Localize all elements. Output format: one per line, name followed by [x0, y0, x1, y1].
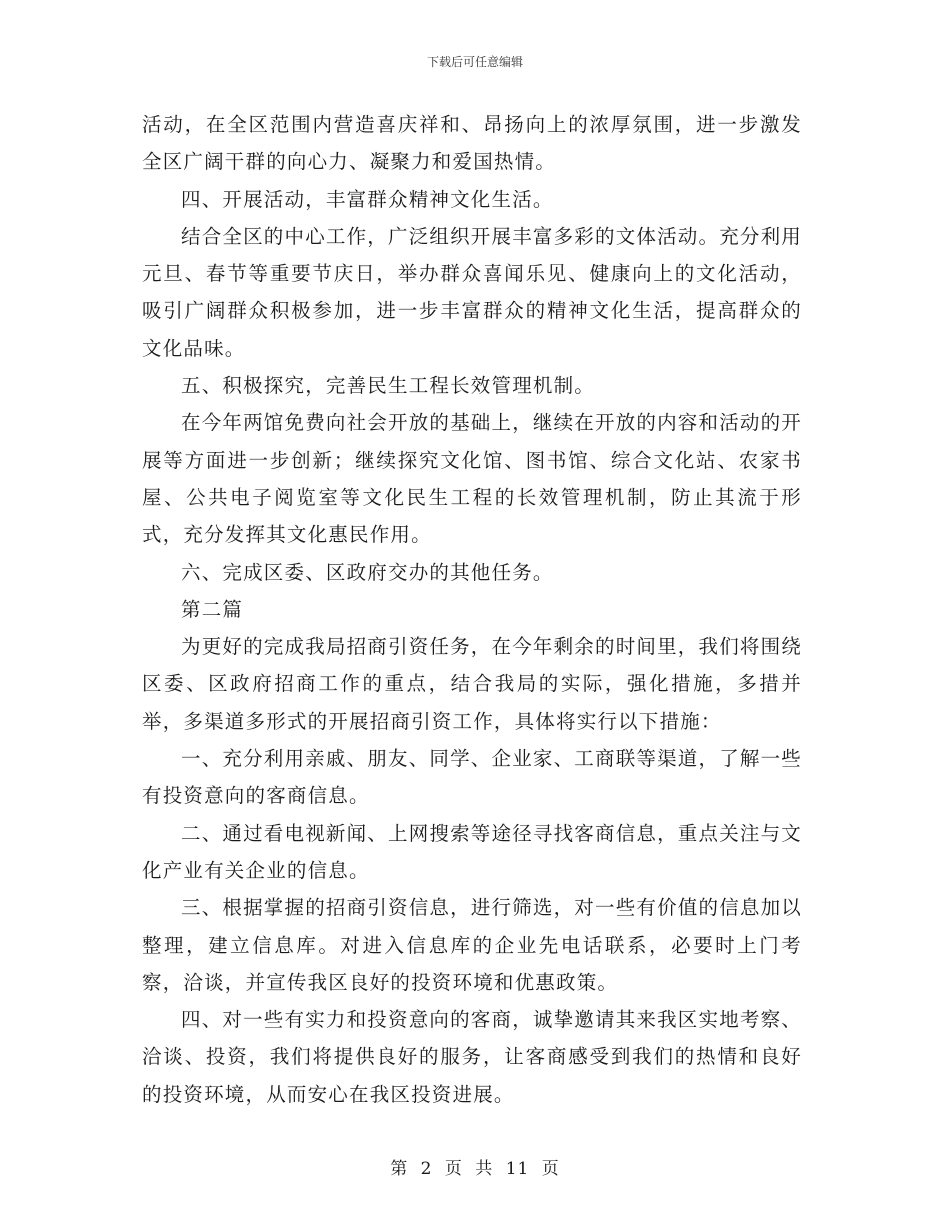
page-number: 第 2 页 共 11 页 [390, 1159, 560, 1179]
section-heading-6: 六、完成区委、区政府交办的其他任务。 [181, 560, 554, 584]
list-item-2: 二、通过看电视新闻、上网搜索等途径寻找客商信息，重点关注与文化产业有关企业的信息。 [142, 821, 803, 882]
paragraph-continuation: 活动，在全区范围内营造喜庆祥和、昂扬向上的浓厚氛围，进一步激发全区广阔干群的向心力、凝聚力和爱国热情。 [142, 113, 802, 174]
paragraph: 结合全区的中心工作，广泛组织开展丰富多彩的文体活动。充分利用元旦、春节等重要节庆日，举办群众喜闻乐见、健康向上的文化活动，吸引广阔群众积极参加，进一步丰富群众的精神文化生活，提高群众的文化品味。 [142, 224, 803, 360]
page-header-note: 下载后可任意编辑 [426, 55, 523, 69]
paragraph: 为更好的完成我局招商引资任务，在今年剩余的时间里，我们将围绕区委、区政府招商工作的重点，结合我局的实际，强化措施，多措并举，多渠道多形式的开展招商引资工作，具体将实行以下措施： [142, 635, 803, 733]
list-item-1: 一、充分利用亲戚、朋友、同学、企业家、工商联等渠道，了解一些有投资意向的客商信息。 [142, 747, 803, 808]
list-item-4: 四、对一些有实力和投资意向的客商，诚挚邀请其来我区实地考察、洽谈、投资，我们将提供良好的服务，让客商感受到我们的热情和良好的投资环境，从而安心在我区投资进展。 [142, 1008, 803, 1106]
section-heading-4: 四、开展活动，丰富群众精神文化生活。 [181, 187, 554, 211]
section-heading-5: 五、积极探究，完善民生工程长效管理机制。 [181, 374, 596, 398]
paragraph: 在今年两馆免费向社会开放的基础上，继续在开放的内容和活动的开展等方面进一步创新；继续探究文化馆、图书馆、综合文化站、农家书屋、公共电子阅览室等文化民生工程的长效管理机制，防止其流于形式，充分发挥其文化惠民作用。 [142, 411, 803, 547]
part-heading: 第二篇 [181, 597, 244, 621]
document-body [142, 106, 802, 1113]
list-item-3: 三、根据掌握的招商引资信息，进行筛选，对一些有价值的信息加以整理，建立信息库。对进入信息库的企业先电话联系，必要时上门考察，洽谈，并宣传我区良好的投资环境和优惠政策。 [142, 896, 803, 994]
